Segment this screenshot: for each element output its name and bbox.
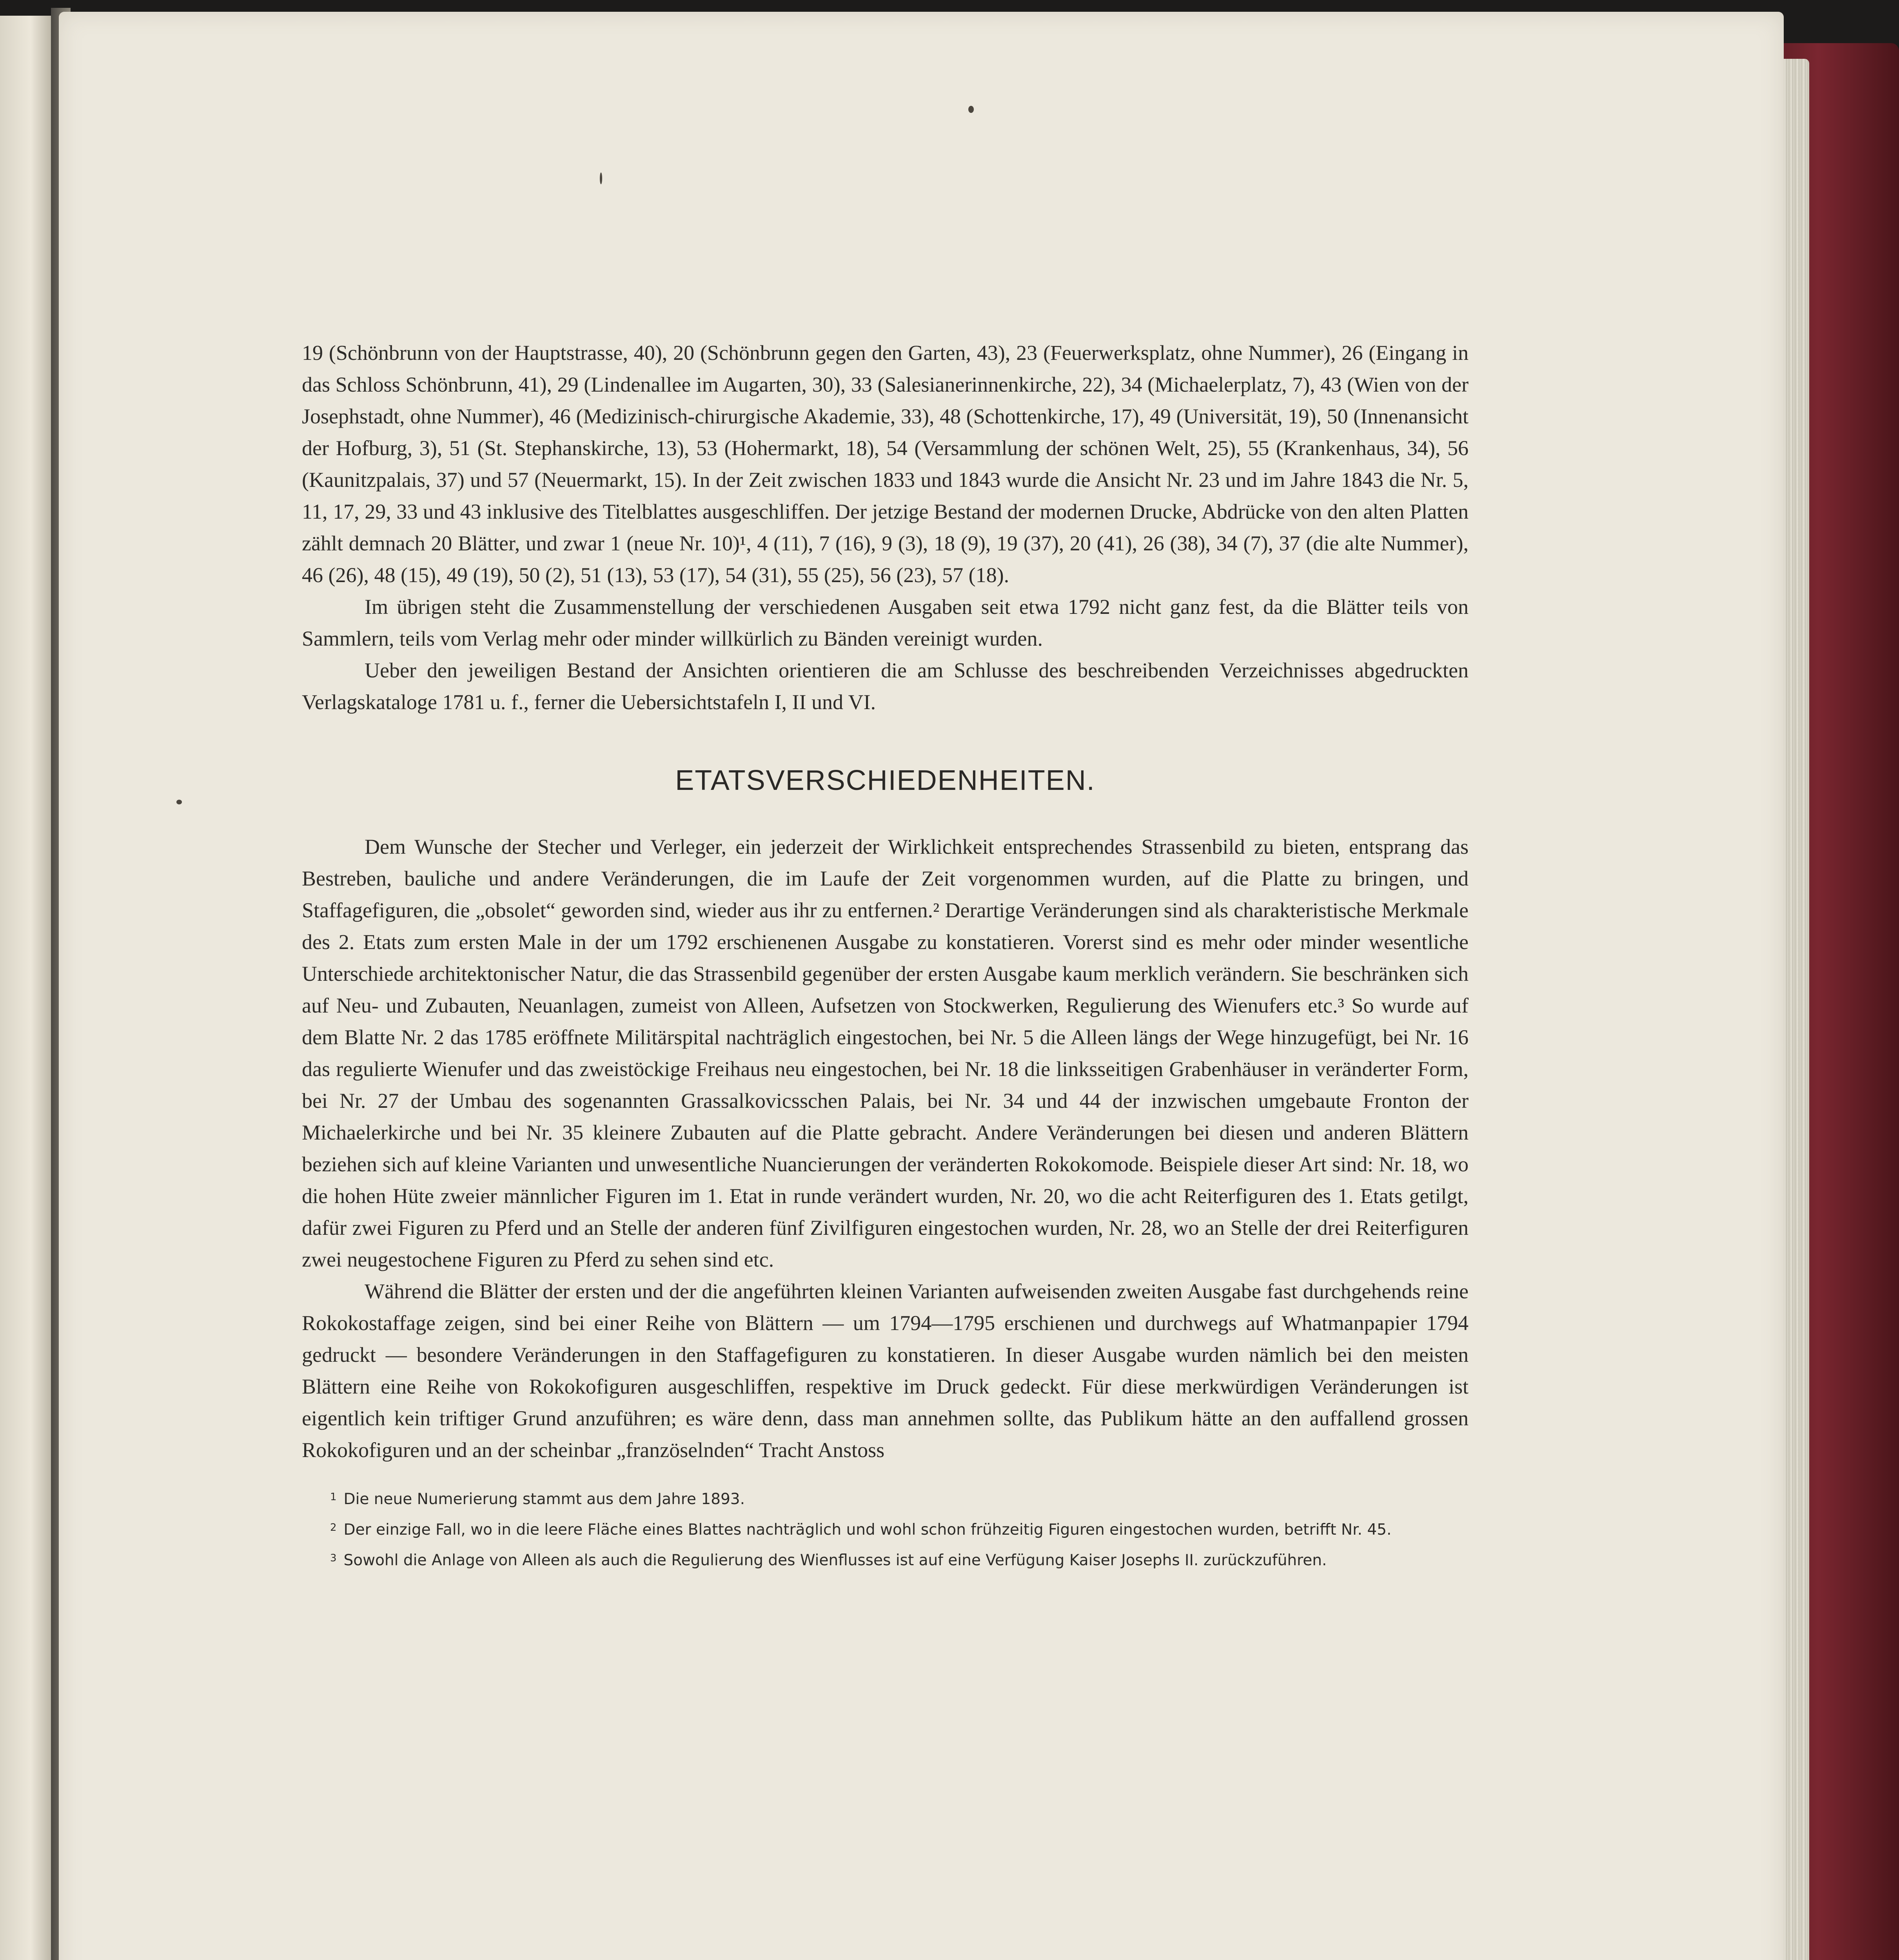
paragraph: Ueber den jeweiligen Bestand der Ansichten orientieren die am Schlusse des beschreibenden Verzeichnisses abgedruckten Verlagskataloge 1781 u. f., ferner die Uebersichtstafeln I, II und VI. xyxy=(302,659,1469,714)
footnote-text: Der einzige Fall, wo in die leere Fläche eines Blattes nachträglich und wohl schon frühzeitig Figuren eingestochen wurden, betrifft Nr. 45. xyxy=(343,1521,1392,1539)
footnote-text: Die neue Numerierung stammt aus dem Jahre 1893. xyxy=(343,1490,745,1508)
footnotes xyxy=(302,1485,1469,1573)
page xyxy=(59,12,1784,1960)
footnote-mark: 1 xyxy=(330,1491,337,1503)
footnote xyxy=(302,1546,1469,1573)
paper-speck xyxy=(968,106,974,113)
paragraph: 19 (Schönbrunn von der Hauptstrasse, 40), 20 (Schönbrunn gegen den Garten, 43), 23 (Feuerwerksplatz, ohne Nummer), 26 (Eingang in das Schloss Schönbrunn, 41), 29 (Lindenallee im Augarten, 30), 33 (Salesianerinnenkirche, 22), 34 (Michaelerplatz, 7), 43 (Wien von der Josephstadt, ohne Nummer), 46 (Medizinisch-chirurgische Akademie, 33), 48 (Schottenkirche, 17), 49 (Universität, 19), 50 (Innenansicht der Hofburg, 3), 51 (St. Stephanskirche, 13), 53 (Hohermarkt, 18), 54 (Versammlung der schönen Welt, 25), 55 (Krankenhaus, 34), 56 (Kaunitzpalais, 37) und 57 (Neuermarkt, 15). In der Zeit zwischen 1833 und 1843 wurde die Ansicht Nr. 23 und im Jahre 1843 die Nr. 5, 11, 17, 29, 33 und 43 inklusive des Titelblattes ausgeschliffen. Der jetzige Bestand der modernen Drucke, Abdrücke von den alten Platten zählt demnach 20 Blätter, und zwar 1 (neue Nr. 10)¹, 4 (11), 7 (16), 9 (3), 18 (9), 19 (37), 20 (41), 26 (38), 34 (7), 37 (die alte Nummer), 46 (26), 48 (15), 49 (19), 50 (2), 51 (13), 53 (17), 54 (31), 55 (25), 56 (23), 57 (18). xyxy=(302,341,1469,587)
footnote-text: Sowohl die Anlage von Alleen als auch die Regulierung des Wienflusses ist auf eine Verfügung Kaiser Josephs II. zurückzuführen. xyxy=(343,1552,1327,1569)
footnote xyxy=(302,1515,1469,1542)
paragraph: Im übrigen steht die Zusammenstellung der verschiedenen Ausgaben seit etwa 1792 nicht ganz fest, da die Blätter teils von Sammlern, teils vom Verlag mehr oder minder willkürlich zu Bänden vereinigt wurden. xyxy=(302,595,1469,650)
text-block xyxy=(302,337,1469,1577)
paper-speck xyxy=(600,172,602,184)
left-page-edge xyxy=(0,16,53,1960)
footnote-mark: 3 xyxy=(330,1552,337,1564)
section-heading: ETATSVERSCHIEDENHEITEN. xyxy=(675,765,1095,796)
paragraph: Dem Wunsche der Stecher und Verleger, ein jederzeit der Wirklichkeit entsprechendes Strassenbild zu bieten, entsprang das Bestreben, bauliche und andere Veränderungen, die im Laufe der Zeit vorgenommen wurden, auf die Platte zu bringen, und Staffagefiguren, die „obsolet“ geworden sind, wieder aus ihr zu entfernen.² Derartige Veränderungen sind als charakteristische Merkmale des 2. Etats zum ersten Male in der um 1792 erschienenen Ausgabe zu konstatieren. Vorerst sind es mehr oder minder wesentliche Unterschiede architektonischer Natur, die das Strassenbild gegenüber der ersten Ausgabe kaum merklich verändern. Sie beschränken sich auf Neu- und Zubauten, Neuanlagen, zumeist von Alleen, Aufsetzen von Stockwerken, Regulierung des Wienufers etc.³ So wurde auf dem Blatte Nr. 2 das 1785 eröffnete Militärspital nachträglich eingestochen, bei Nr. 5 die Alleen längs der Wege hinzugefügt, bei Nr. 16 das regulierte Wienufer und das zweistöckige Freihaus neu eingestochen, bei Nr. 18 die linksseitigen Grabenhäuser in veränderter Form, bei Nr. 27 der Umbau des sogenannten Grassalkovicsschen Palais, bei Nr. 34 und 44 der inzwischen umgebaute Fronton der Michaelerkirche und bei Nr. 35 kleinere Zubauten auf die Platte gebracht. Andere Veränderungen bei diesen und anderen Blättern beziehen sich auf kleine Varianten und unwesentliche Nuancierungen der veränderten Rokokomode. Beispiele dieser Art sind: Nr. 18, wo die hohen Hüte zweier männlicher Figuren im 1. Etat in runde verändert wurden, Nr. 20, wo die acht Reiterfiguren des 1. Etats getilgt, dafür zwei Figuren zu Pferd und an Stelle der anderen fünf Zivilfiguren eingestochen wurden, Nr. 28, wo an Stelle der drei Reiterfiguren zwei neugestochene Figuren zu Pferd zu sehen sind etc. xyxy=(302,835,1469,1271)
footnote xyxy=(302,1485,1469,1512)
footnote-mark: 2 xyxy=(330,1522,337,1534)
paragraph: Während die Blätter der ersten und der die angeführten kleinen Varianten aufweisenden zweiten Ausgabe fast durchgehends reine Rokokostaffage zeigen, sind bei einer Reihe von Blättern — um 1794—1795 erschienen und durchwegs auf Whatmanpapier 1794 gedruckt — besondere Veränderungen in den Staffagefiguren zu konstatieren. In dieser Ausgabe wurden nämlich bei den meisten Blättern eine Reihe von Rokokofiguren ausgeschliffen, respektive im Druck gedeckt. Für diese merkwürdigen Veränderungen ist eigentlich kein triftiger Grund anzuführen; es wäre denn, dass man annehmen sollte, das Publikum hätte an den auffallend grossen Rokokofiguren und an der scheinbar „französelnden“ Tracht Anstoss xyxy=(302,1279,1469,1462)
paper-speck xyxy=(176,800,182,804)
